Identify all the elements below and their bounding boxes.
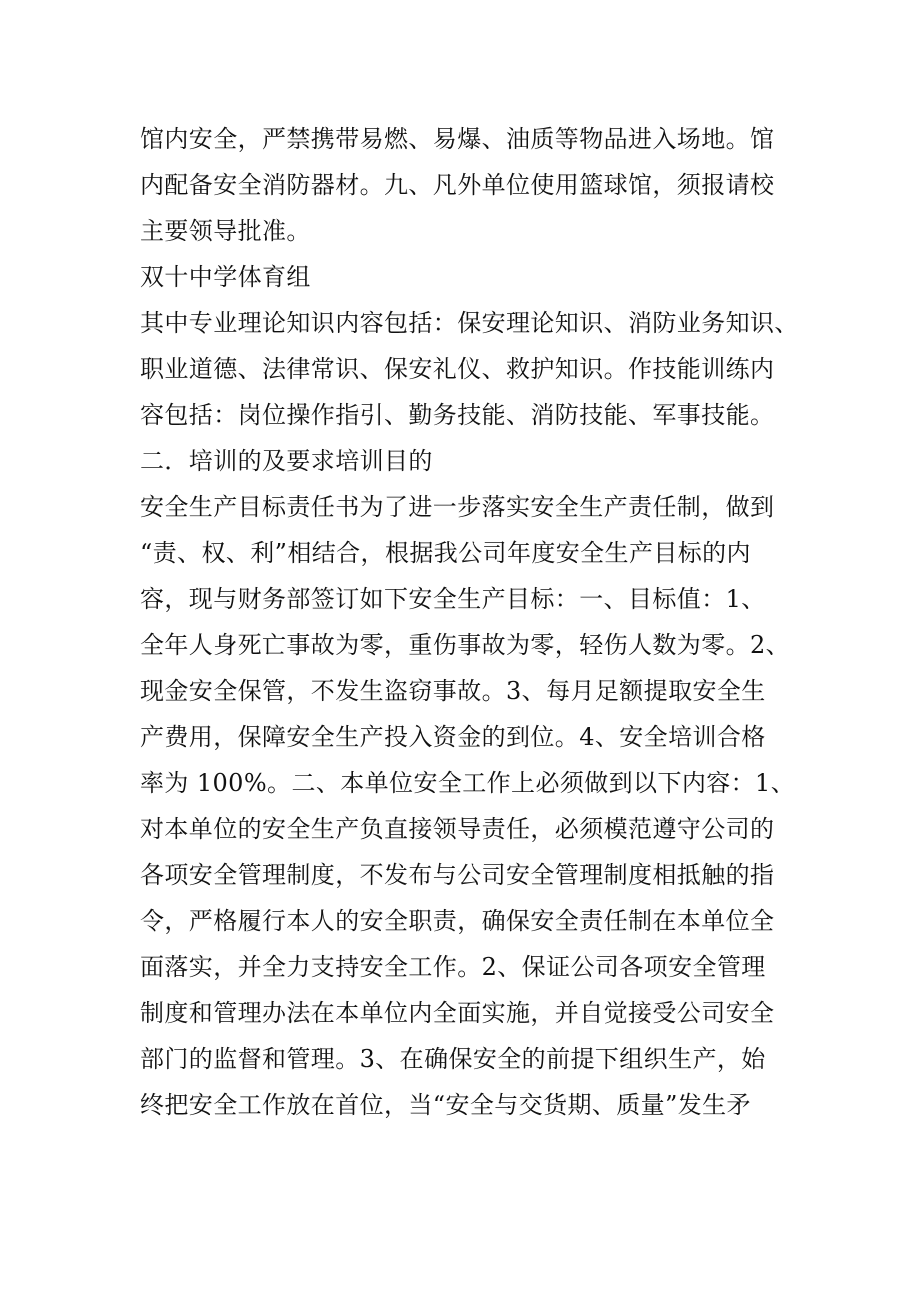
text-line-3: 主要领导批准。 bbox=[140, 217, 311, 245]
text-line-18: 令，严格履行本人的安全职责，确保安全责任制在本单位全 bbox=[140, 907, 775, 935]
text-line-9: 安全生产目标责任书为了进一步落实安全生产责任制，做到 bbox=[140, 493, 775, 521]
text-line-2: 内配备安全消防器材。九、凡外单位使用篮球馆，须报请校 bbox=[140, 171, 775, 199]
text-line-14: 产费用，保障安全生产投入资金的到位。4、安全培训合格 bbox=[140, 723, 766, 751]
text-line-19: 面落实，并全力支持安全工作。2、保证公司各项安全管理 bbox=[140, 953, 766, 981]
text-line-21: 部门的监督和管理。3、在确保安全的前提下组织生产，始 bbox=[140, 1045, 766, 1073]
text-line-15: 率为 100%。二、本单位安全工作上必须做到以下内容：1、 bbox=[140, 769, 796, 797]
section-heading: 二．培训的及要求培训目的 bbox=[140, 447, 433, 475]
text-line-6: 职业道德、法律常识、保安礼仪、救护知识。作技能训练内 bbox=[140, 355, 775, 383]
document-body bbox=[140, 116, 800, 1128]
text-line-13: 现金安全保管，不发生盗窃事故。3、每月足额提取安全生 bbox=[140, 677, 766, 705]
text-line-17: 各项安全管理制度，不发布与公司安全管理制度相抵触的指 bbox=[140, 861, 775, 889]
text-line-16: 对本单位的安全生产负直接领导责任，必须模范遵守公司的 bbox=[140, 815, 775, 843]
text-line-7: 容包括：岗位操作指引、勤务技能、消防技能、军事技能。 bbox=[140, 401, 775, 429]
text-line-12: 全年人身死亡事故为零，重伤事故为零，轻伤人数为零。2、 bbox=[140, 631, 791, 659]
text-line-1: 馆内安全，严禁携带易燃、易爆、油质等物品进入场地。馆 bbox=[140, 125, 775, 153]
text-line-5: 其中专业理论知识内容包括：保安理论知识、消防业务知识、 bbox=[140, 309, 799, 337]
text-line-11: 容，现与财务部签订如下安全生产目标：一、目标值：1、 bbox=[140, 585, 766, 613]
section-signature: 双十中学体育组 bbox=[140, 263, 311, 291]
text-line-10: “责、权、利”相结合，根据我公司年度安全生产目标的内 bbox=[140, 539, 751, 567]
text-line-20: 制度和管理办法在本单位内全面实施，并自觉接受公司安全 bbox=[140, 999, 775, 1027]
text-line-22: 终把安全工作放在首位，当“安全与交货期、质量”发生矛 bbox=[140, 1091, 751, 1119]
